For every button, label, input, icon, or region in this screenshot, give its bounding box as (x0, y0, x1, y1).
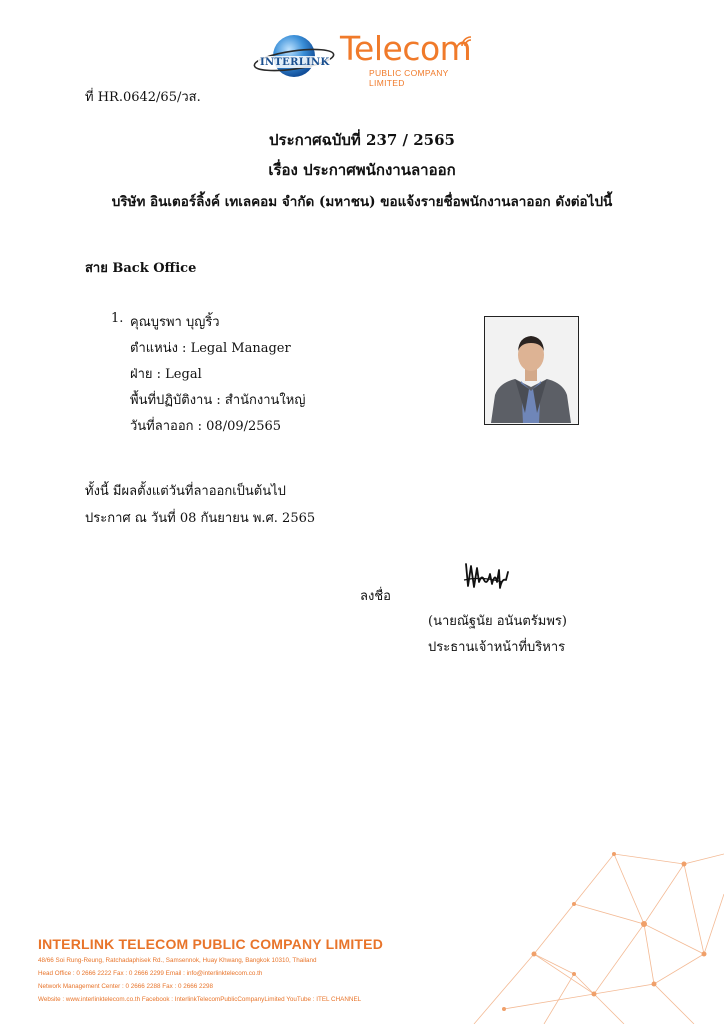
interlink-globe-icon (252, 30, 338, 82)
logo-globe-label: INTERLINK (260, 57, 330, 68)
footer-web-links: Website : www.interlinktelecom.co.th Facebook : InterlinkTelecomPublicCompanyLimited YouTube : ITEL CHANNEL (38, 996, 362, 1003)
announcement-title: ประกาศฉบับที่ 237 / 2565 (268, 131, 455, 149)
employee-name: คุณบูรพา บุญริ้ว (130, 315, 220, 330)
company-logo (250, 30, 480, 86)
announcement-date: ประกาศ ณ วันที่ 08 กันยายน พ.ศ. 2565 (85, 511, 316, 526)
announcement-subject: เรื่อง ประกาศพนักงานลาออก (268, 161, 456, 179)
logo-brand-text: Telecom (340, 29, 472, 68)
division-heading: สาย Back Office (85, 261, 197, 276)
reference-number: ที่ HR.0642/65/วส. (85, 90, 201, 105)
employee-index: 1. (111, 311, 124, 326)
signer-title: ประธานเจ้าหน้าที่บริหาร (428, 640, 566, 655)
signer-name: (นายณัฐนัย อนันตรัมพร) (428, 614, 567, 629)
employee-resign-date: วันที่ลาออก : 08/09/2565 (130, 419, 282, 434)
footer-company-name: INTERLINK TELECOM PUBLIC COMPANY LIMITED (38, 936, 384, 952)
employee-department: ฝ่าย : Legal (130, 367, 202, 382)
footer-network-center: Network Management Center : 0 2666 2288 Fax : 0 2666 2298 (38, 983, 214, 990)
network-pattern-decoration (444, 834, 724, 1024)
effective-statement: ทั้งนี้ มีผลตั้งแต่วันที่ลาออกเป็นต้นไป (85, 484, 286, 499)
logo-brand-subtitle: PUBLIC COMPANY LIMITED (369, 68, 449, 88)
employee-position: ตำแหน่ง : Legal Manager (130, 341, 291, 356)
employee-location: พื้นที่ปฏิบัติงาน : สำนักงานใหญ่ (130, 393, 306, 408)
signal-arc-icon (460, 34, 474, 48)
announcement-intro: บริษัท อินเตอร์ลิ้งค์ เทเลคอม จำกัด (มหาชน) ขอแจ้งรายชื่อพนักงานลาออก ดังต่อไปนี้ (111, 194, 613, 210)
employee-photo (484, 316, 579, 425)
footer-head-office: Head Office : 0 2666 2222 Fax : 0 2666 2299 Email : info@interlinktelecom.co.th (38, 970, 263, 977)
sign-label: ลงชื่อ (360, 589, 391, 604)
handwritten-signature (462, 560, 512, 592)
footer-address: 48/66 Soi Rung-Reung, Ratchadaphisek Rd., Samsennok, Huay Khwang, Bangkok 10310, Thailand (38, 957, 317, 964)
